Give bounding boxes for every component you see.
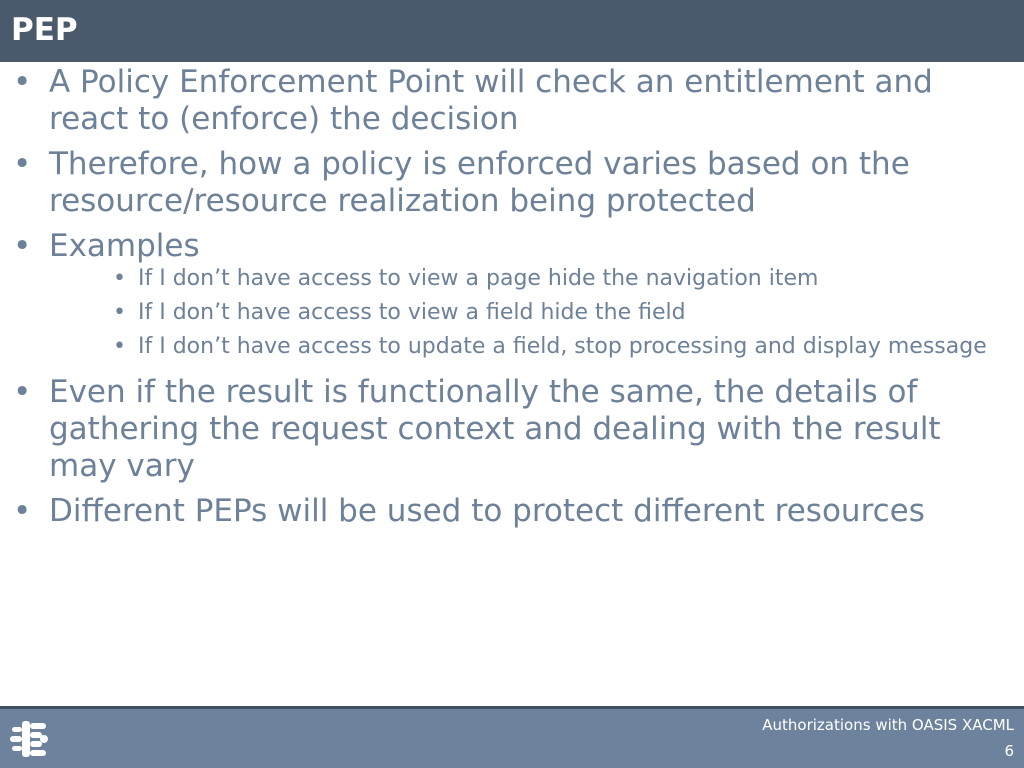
sub-bullet-item [0, 299, 1024, 326]
bullet-item [0, 228, 1024, 265]
bullet-text: A Policy Enforcement Point will check an entitlement and react to (enforce) the decision [49, 64, 933, 137]
bullet-dot: • [13, 374, 32, 410]
bullet-text: Therefore, how a policy is enforced varies based on the resource/resource realization being protected [49, 146, 910, 219]
bullet-item [0, 64, 1024, 138]
bullet-dot: • [13, 228, 32, 264]
slide-title: PEP [11, 12, 78, 48]
bullet-text: Different PEPs will be used to protect different resources [49, 493, 925, 529]
bullet-item [0, 493, 1024, 530]
presentation-title: Authorizations with OASIS XACML [762, 716, 1014, 734]
bullet-dot: • [13, 493, 32, 529]
bullet-item [0, 146, 1024, 220]
oasis-logo-icon [8, 717, 52, 761]
page-number: 6 [1004, 742, 1014, 760]
bullet-dot: • [13, 64, 32, 100]
bullet-dot: • [113, 300, 126, 325]
bullet-dot: • [113, 266, 126, 291]
slide-content [0, 64, 1024, 538]
bullet-dot: • [13, 146, 32, 182]
bullet-text: If I don’t have access to view a page hide the navigation item [138, 266, 819, 291]
bullet-text: If I don’t have access to view a field hide the field [138, 300, 686, 325]
title-bar [0, 0, 1024, 62]
bullet-dot: • [113, 334, 126, 359]
sub-bullet-item [0, 333, 1024, 360]
bullet-text: If I don’t have access to update a field, stop processing and display message [138, 334, 987, 359]
bullet-text: Even if the result is functionally the same, the details of gathering the request context and dealing with the result may vary [49, 374, 941, 484]
footer-bar [0, 709, 1024, 768]
sub-bullet-item [0, 265, 1024, 292]
bullet-item [0, 374, 1024, 485]
bullet-text: Examples [49, 228, 200, 264]
